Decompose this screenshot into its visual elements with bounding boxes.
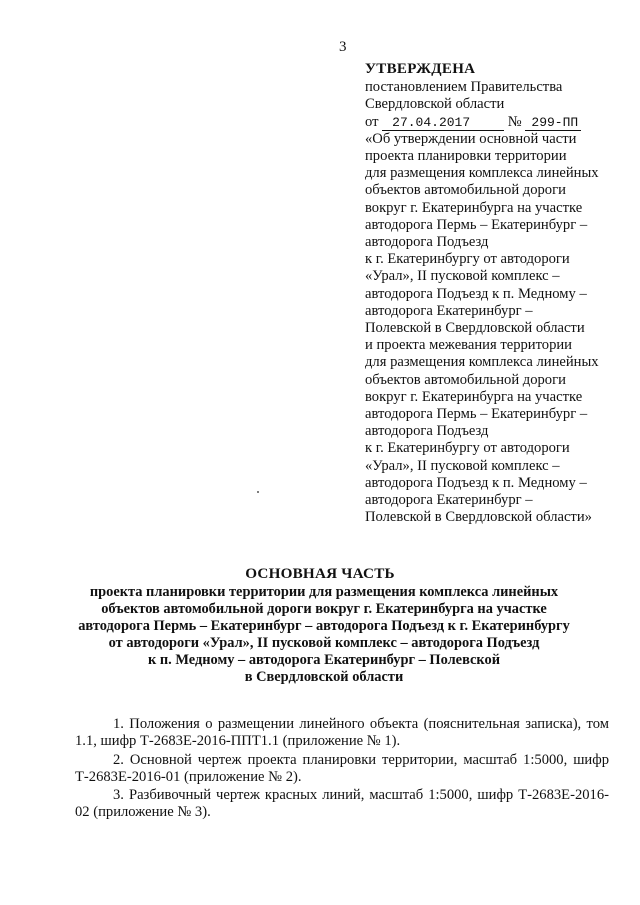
section-subtitle-line: к п. Медному – автодорога Екатеринбург – Полевской bbox=[147, 651, 500, 668]
approval-title-line: «Урал», II пусковой комплекс – bbox=[365, 268, 560, 285]
section-subtitle-line: в Свердловской области bbox=[244, 668, 404, 685]
approval-title-line: для размещения комплекса линейных bbox=[365, 165, 599, 182]
section-subtitle-line: автодорога Пермь – Екатеринбург – автодорога Подъезд к г. Екатеринбургу bbox=[78, 617, 570, 634]
approval-title-line: автодорога Подъезд bbox=[365, 423, 489, 440]
approval-title-line: для размещения комплекса линейных bbox=[365, 354, 599, 371]
section-subtitle-line: объектов автомобильной дороги вокруг г. Екатеринбурга на участке bbox=[101, 600, 547, 617]
approval-title-line: вокруг г. Екатеринбурга на участке bbox=[365, 199, 583, 216]
approval-title-line: проекта планировки территории bbox=[365, 148, 567, 165]
approval-issuer-line: постановлением Правительства bbox=[365, 79, 563, 96]
approval-title-line: «Урал», II пусковой комплекс – bbox=[365, 457, 560, 474]
approval-block bbox=[365, 61, 627, 526]
section-subtitle-line: от автодороги «Урал», II пусковой комплекс – автодорога Подъезд bbox=[108, 634, 540, 651]
list-item: 2. Основной чертеж проекта планировки территории, масштаб 1:5000, шифр Т-2683Е-2016-01 (приложение № 2). bbox=[75, 751, 609, 785]
approval-title-line: к г. Екатеринбургу от автодороги bbox=[365, 440, 570, 457]
approval-title-line: объектов автомобильной дороги bbox=[365, 371, 566, 388]
section-title: ОСНОВНАЯ ЧАСТЬ bbox=[245, 565, 395, 582]
approval-title-line: «Об утверждении основной части bbox=[365, 130, 577, 147]
list-item: 3. Разбивочный чертеж красных линий, масштаб 1:5000, шифр Т-2683Е-2016-02 (приложение № 3). bbox=[75, 787, 609, 821]
date-prefix: от bbox=[365, 113, 379, 130]
approval-title-line: Полевской в Свердловской области» bbox=[365, 509, 592, 526]
section-subtitle bbox=[60, 584, 588, 685]
approval-number: 299-ПП bbox=[531, 114, 579, 130]
approval-number-field bbox=[525, 115, 581, 131]
approval-date-number-line bbox=[365, 114, 627, 131]
list-item: 1. Положения о размещении линейного объекта (пояснительная записка), том 1.1, шифр Т-2683Е-2016-ППТ1.1 (приложение № 1). bbox=[75, 716, 609, 750]
approval-date-field bbox=[382, 115, 504, 131]
approval-date: 27.04.2017 bbox=[392, 114, 471, 130]
approval-title-line: объектов автомобильной дороги bbox=[365, 182, 566, 199]
section-subtitle-line: проекта планировки территории для размещения комплекса линейных bbox=[89, 584, 559, 600]
approval-title-line: автодорога Екатеринбург – bbox=[365, 492, 533, 509]
approval-title-line: автодорога Пермь – Екатеринбург – bbox=[365, 216, 588, 233]
approval-title-line: Полевской в Свердловской области bbox=[365, 320, 585, 337]
approval-title bbox=[365, 131, 627, 527]
approval-title-line: автодорога Екатеринбург – bbox=[365, 302, 533, 319]
approval-title-line: автодорога Пермь – Екатеринбург – bbox=[365, 406, 588, 423]
approval-status: УТВЕРЖДЕНА bbox=[365, 61, 476, 77]
approval-title-line: и проекта межевания территории bbox=[365, 337, 572, 354]
approval-title-line: автодорога Подъезд к п. Медному – bbox=[365, 285, 587, 302]
approval-issuer-line: Свердловской области bbox=[365, 96, 505, 113]
approval-title-line: к г. Екатеринбургу от автодороги bbox=[365, 251, 570, 268]
approval-title-line: автодорога Подъезд к п. Медному – bbox=[365, 474, 587, 491]
approval-title-line: автодорога Подъезд bbox=[365, 234, 489, 251]
approval-title-line: вокруг г. Екатеринбурга на участке bbox=[365, 388, 583, 405]
page-number: 3 bbox=[339, 39, 347, 55]
scan-speck bbox=[257, 491, 259, 493]
appendix-list bbox=[75, 716, 609, 822]
number-prefix: № bbox=[507, 113, 522, 130]
